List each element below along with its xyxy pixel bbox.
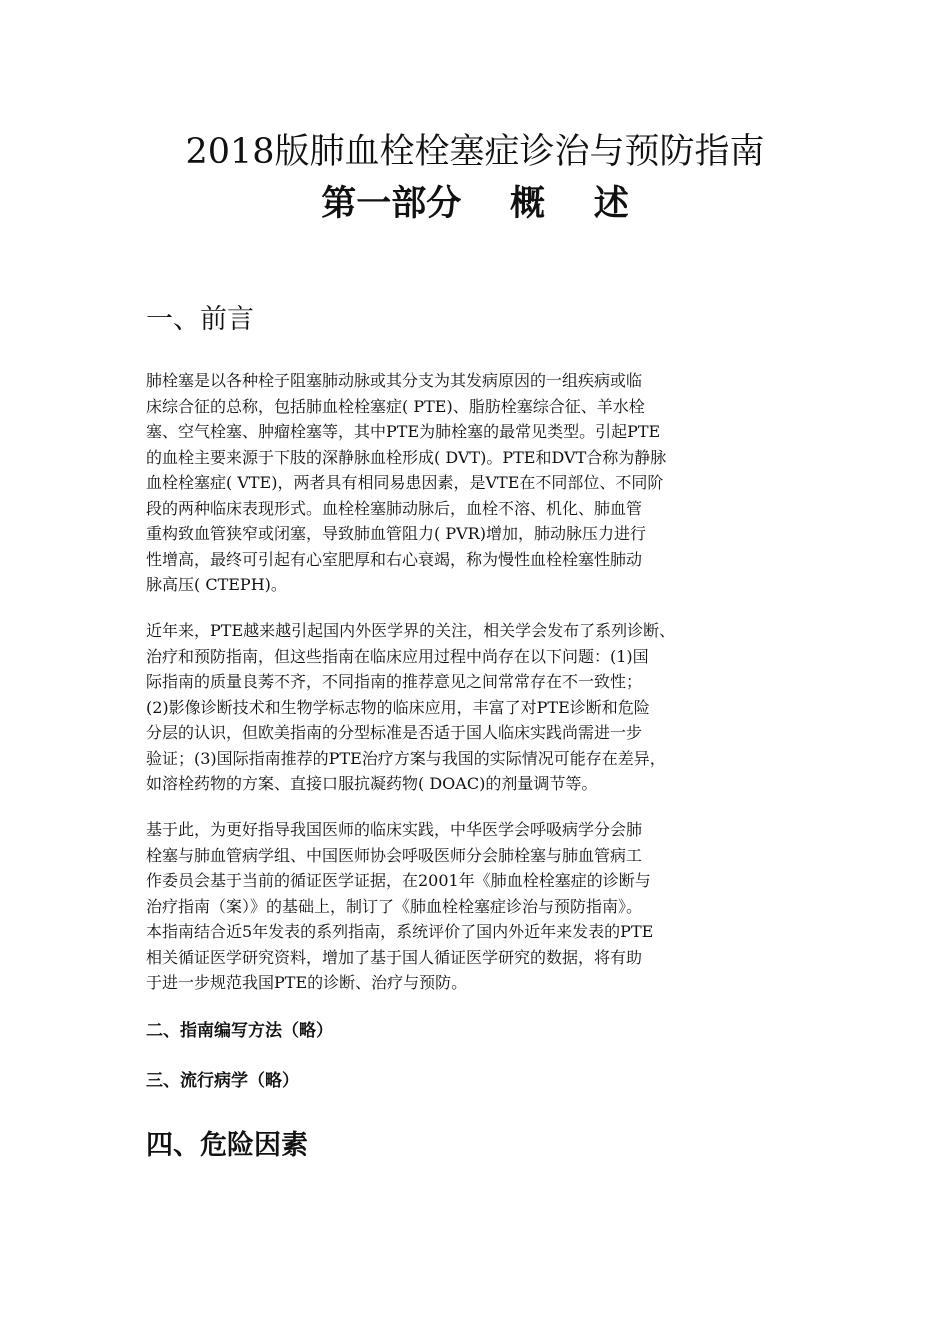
paragraph-line: 肺栓塞是以各种栓子阻塞肺动脉或其分支为其发病原因的一组疾病或临 xyxy=(146,371,643,390)
paragraph-line: 作委员会基于当前的循证医学证据，在2001年《肺血栓栓塞症的诊断与 xyxy=(146,871,651,890)
paragraph-line: 的血栓主要来源于下肢的深静脉血栓形成( DVT)。PTE和DVT合称为静脉 xyxy=(146,447,667,467)
paragraph-line: 验证；(3)国际指南推荐的PTE治疗方案与我国的实际情况可能存在差异， xyxy=(146,748,666,768)
paragraph-line: 塞、空气栓塞、肿瘤栓塞等，其中PTE为肺栓塞的最常见类型。引起PTE xyxy=(146,422,661,441)
section-heading-risk-factors: 四、危险因素 xyxy=(146,1130,308,1161)
section-heading-epidemiology: 三、流行病学（略） xyxy=(146,1071,299,1091)
paragraph-line: 床综合征的总称，包括肺血栓栓塞症( PTE)、脂肪栓塞综合征、羊水栓 xyxy=(146,396,645,416)
paragraph-line: (2)影像诊断技术和生物学标志物的临床应用，丰富了对PTE诊断和危险 xyxy=(146,697,650,717)
paragraph-line: 本指南结合近5年发表的系列指南，系统评价了国内外近年来发表的PTE xyxy=(146,922,654,941)
paragraph-line: 治疗和预防指南，但这些指南在临床应用过程中尚存在以下问题：(1)国 xyxy=(146,646,649,666)
section-heading-preface: 一、前言 xyxy=(146,304,254,335)
paragraph-line: 于进一步规范我国PTE的诊断、治疗与预防。 xyxy=(146,973,468,992)
paragraph-line: 近年来，PTE越来越引起国内外医学界的关注，相关学会发布了系列诊断、 xyxy=(146,621,676,640)
paragraph-line: 脉高压( CTEPH)。 xyxy=(146,575,287,594)
paragraph-purpose xyxy=(146,817,653,996)
document-subtitle: 第一部分 概 述 xyxy=(321,183,629,224)
paragraph-definition xyxy=(146,368,666,598)
paragraph-line: 如溶栓药物的方案、直接口服抗凝药物( DOAC)的剂量调节等。 xyxy=(146,774,598,793)
paragraph-line: 段的两种临床表现形式。血栓栓塞肺动脉后，血栓不溶、机化、肺血管 xyxy=(146,498,643,518)
paragraph-background xyxy=(146,618,675,797)
paragraph-line: 基于此，为更好指导我国医师的临床实践，中华医学会呼吸病学分会肺 xyxy=(146,820,643,839)
paragraph-line: 血栓栓塞症( VTE)，两者具有相同易患因素，是VTE在不同部位、不同阶 xyxy=(146,473,664,492)
paragraph-line: 治疗指南（案）》的基础上，制订了《肺血栓栓塞症诊治与预防指南》。 xyxy=(146,896,643,916)
paragraph-line: 重构致血管狭窄或闭塞，导致肺血管阻力( PVR)增加，肺动脉压力进行 xyxy=(146,524,646,543)
paragraph-line: 际指南的质量良莠不齐，不同指南的推荐意见之间常常存在不一致性； xyxy=(146,672,643,691)
paragraph-line: 栓塞与肺血管病学组、中国医师协会呼吸医师分会肺栓塞与肺血管病工 xyxy=(146,845,643,865)
paragraph-line: 性增高，最终可引起有心室肥厚和右心衰竭，称为慢性血栓栓塞性肺动 xyxy=(146,549,643,569)
document-title: 2018版肺血栓栓塞症诊治与预防指南 xyxy=(185,132,765,172)
paragraph-line: 分层的认识，但欧美指南的分型标准是否适于国人临床实践尚需进一步 xyxy=(146,723,643,742)
paragraph-line: 相关循证医学研究资料，增加了基于国人循证医学研究的数据，将有助 xyxy=(146,947,643,967)
section-heading-methods: 二、指南编写方法（略） xyxy=(146,1021,333,1041)
